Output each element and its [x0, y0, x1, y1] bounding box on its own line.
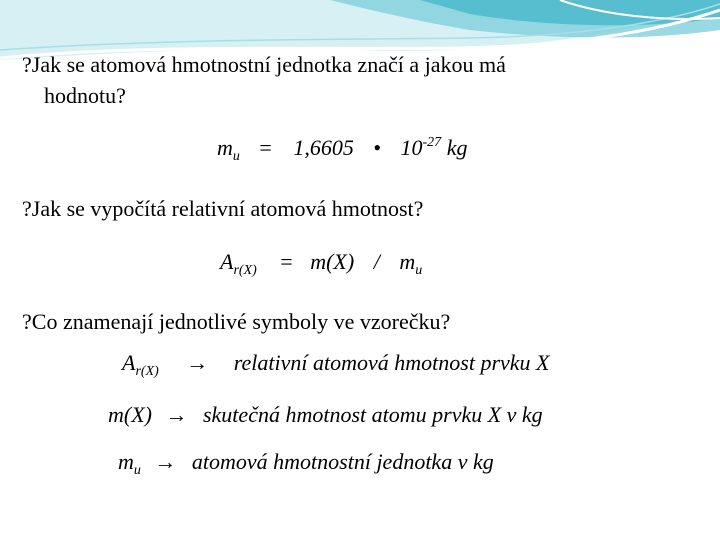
- multiply-dot: •: [373, 135, 382, 160]
- equals-sign: =: [259, 135, 272, 160]
- definition-text: atomová hmotnostní jednotka v kg: [191, 449, 494, 474]
- subscript-u: u: [415, 263, 423, 278]
- exponent: -27: [422, 135, 442, 150]
- arrow-right-icon: →: [165, 402, 188, 427]
- subscript-rx: r(X): [135, 364, 159, 379]
- question-1-line-2: hodnotu?: [44, 83, 126, 108]
- definition-atomic-mass-unit: [118, 449, 494, 478]
- denominator: m: [399, 249, 416, 274]
- definition-relative-atomic-mass: [122, 350, 550, 379]
- numerator: m(X): [310, 249, 355, 274]
- definition-text: skutečná hmotnost atomu prvku X v kg: [202, 402, 543, 427]
- unit: kg: [446, 135, 468, 160]
- symbol-m: m: [118, 449, 134, 474]
- question-3: ?Co znamenají jednotlivé symboly ve vzorečku?: [22, 309, 451, 334]
- formula-atomic-mass-unit: [217, 135, 468, 164]
- question-2: ?Jak se vypočítá relativní atomová hmotnost?: [22, 196, 424, 221]
- equals-sign: =: [280, 249, 293, 274]
- power-base: 10: [400, 135, 423, 160]
- subscript-rx: r(X): [233, 263, 257, 278]
- arrow-right-icon: →: [186, 350, 209, 375]
- division-slash: /: [373, 249, 380, 274]
- definition-actual-mass: [108, 402, 543, 428]
- symbol-a: A: [220, 249, 234, 274]
- subscript-u: u: [232, 149, 240, 164]
- definition-text: relativní atomová hmotnost prvku X: [233, 350, 550, 375]
- symbol-mx: m(X): [108, 402, 152, 427]
- formula-relative-atomic-mass: [220, 249, 423, 278]
- symbol-m: m: [217, 135, 233, 160]
- symbol-a: A: [122, 350, 136, 375]
- subscript-u: u: [133, 463, 141, 478]
- value: 1,6605: [293, 135, 354, 160]
- question-1-line-1: ?Jak se atomová hmotnostní jednotka značí a jakou má: [22, 52, 506, 77]
- arrow-right-icon: →: [154, 449, 177, 474]
